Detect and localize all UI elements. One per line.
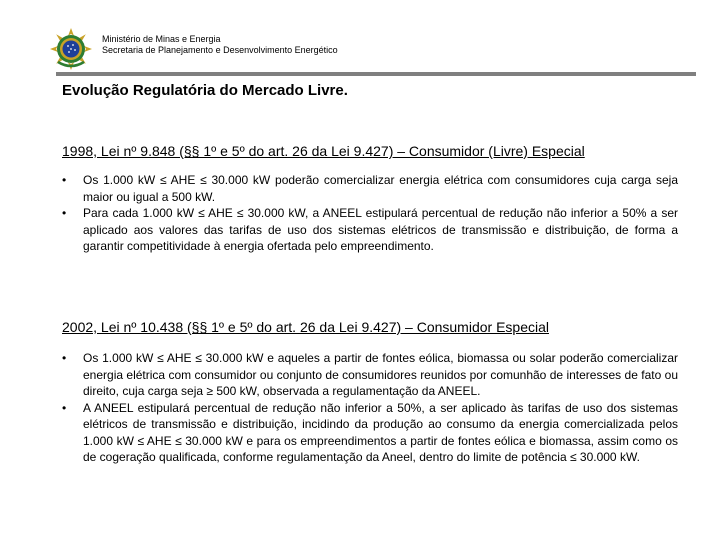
- slide-title: Evolução Regulatória do Mercado Livre.: [62, 82, 348, 99]
- list-item: [62, 172, 678, 205]
- section-heading: 2002, Lei nº 10.438 (§§ 1º e 5º do art. 26 da Lei 9.427) – Consumidor Especial: [62, 319, 549, 335]
- list-item: [62, 205, 678, 255]
- section-2002: [62, 318, 678, 466]
- list-item-text: Os 1.000 kW ≤ AHE ≤ 30.000 kW poderão comercializar energia elétrica com consumidores cuja carga seja maior ou igual a 500 kW.: [83, 173, 678, 204]
- list-item-text: A ANEEL estipulará percentual de redução não inferior a 50%, a ser aplicado às tarifas de uso dos sistemas elétricos de transmissão e distribuição, incidindo da produção ao consumo da energia comercializada pelos 1.000 kW ≤ AHE ≤ 30.000 kW e para os empreendimentos a partir de fontes eólica e biomassa, assim como os de cogeração qualificada, conforme regulamentação da Aneel, dentro do limite de potência ≤ 30.000 kW.: [83, 400, 678, 464]
- list-item: [62, 350, 678, 400]
- section-heading: 1998, Lei nº 9.848 (§§ 1º e 5º do art. 26 da Lei 9.427) – Consumidor (Livre) Especial: [62, 143, 585, 159]
- brazil-coat-of-arms-icon: [50, 28, 92, 70]
- bullet-list: [62, 172, 678, 255]
- secretariat-name: Secretaria de Planejamento e Desenvolvimento Energético: [102, 45, 338, 55]
- bullet-glyph: •: [62, 400, 67, 415]
- header-rule: [56, 72, 696, 76]
- ministry-name: Ministério de Minas e Energia: [102, 34, 221, 44]
- list-item-text: Os 1.000 kW ≤ AHE ≤ 30.000 kW e aqueles a partir de fontes eólica, biomassa ou solar poderão comercializar energia elétrica com consumidor ou conjunto de consumidores reunidos por comunhão de interesses de fato ou direito, cuja carga seja ≥ 500 kW, observada a regulamentação da ANEEL.: [83, 351, 678, 398]
- bullet-glyph: •: [62, 173, 67, 187]
- list-item: [62, 400, 678, 466]
- bullet-glyph: •: [62, 206, 67, 220]
- ministry-names: [102, 34, 338, 56]
- header: [46, 26, 686, 74]
- bullet-glyph: •: [62, 351, 67, 365]
- bullet-list: [62, 350, 678, 466]
- list-item-text: Para cada 1.000 kW ≤ AHE ≤ 30.000 kW, a ANEEL estipulará percentual de redução não inferior a 50% a ser aplicado aos valores das tarifas de uso dos sistemas elétricos de transmissão e distribuição, de forma a garantir competitividade à energia ofertada pelo empreendimento.: [83, 206, 678, 253]
- section-1998: [62, 142, 678, 255]
